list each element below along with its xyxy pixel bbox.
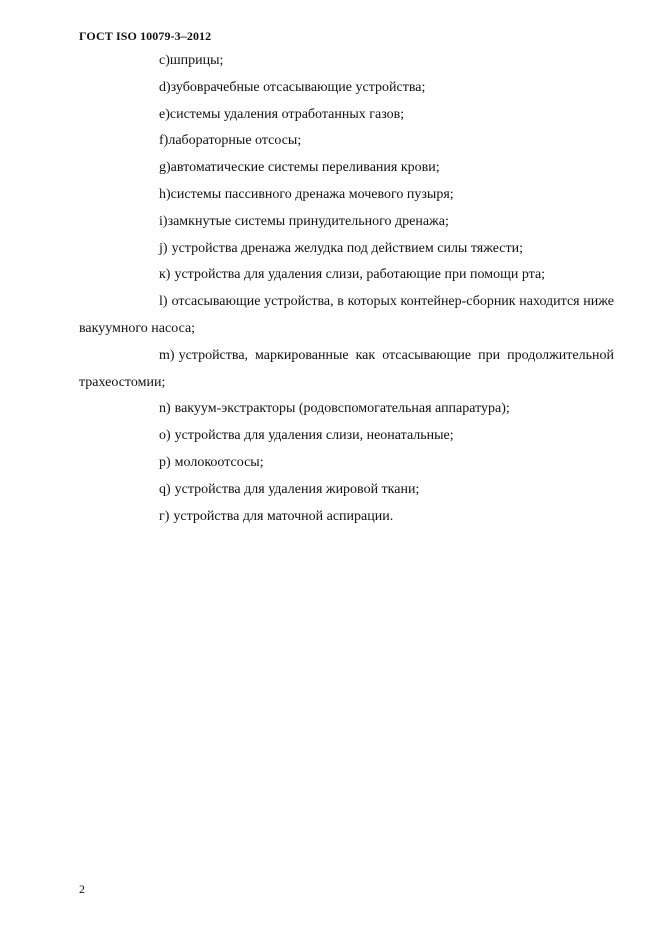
list-item-text: устройства дренажа желудка под действием силы тяжести; [171, 240, 523, 256]
list-item-marker: i) [159, 213, 168, 229]
list-item-marker: c) [159, 53, 170, 68]
list-item-marker: г) [159, 508, 170, 524]
list-item [79, 182, 614, 209]
list-item [79, 102, 614, 129]
list-item-text: шприцы; [169, 53, 224, 68]
list-item-marker: o) [159, 428, 171, 444]
exclusion-list [79, 48, 614, 530]
list-item-text: отсасывающие устройства, в которых контейнер-сборник находится ниже вакуумного насоса; [79, 294, 614, 336]
list-item-marker: g) [159, 160, 171, 176]
list-item-marker: n) [159, 401, 171, 417]
list-item [79, 155, 614, 182]
list-item-marker: p) [159, 454, 171, 470]
list-item [79, 75, 614, 102]
list-item [79, 504, 614, 531]
list-item-text: вакуум-экстракторы (родовспомогательная аппаратура); [174, 401, 510, 417]
list-item-marker: к) [159, 267, 171, 283]
list-item-marker: m) [159, 347, 175, 363]
page-number: 2 [79, 882, 85, 896]
list-item-marker: f) [159, 133, 169, 149]
list-item-text: системы удаления отработанных газов; [169, 106, 405, 122]
list-item [79, 289, 614, 343]
standard-code-header: ГОСТ ISO 10079-3–2012 [79, 29, 212, 43]
list-item [79, 262, 614, 289]
list-item-marker: h) [159, 186, 171, 202]
list-item-text: молокоотсосы; [174, 454, 264, 470]
list-item [79, 477, 614, 504]
list-item [79, 396, 614, 423]
list-item-marker: e) [159, 106, 170, 122]
list-item [79, 423, 614, 450]
list-item-text: устройства для удаления слизи, работающие при помощи рта; [174, 267, 546, 283]
list-item-text: устройства, маркированные как отсасывающие при продолжительной трахеостомии; [79, 347, 614, 390]
list-item-text: устройства для маточной аспирации. [173, 508, 394, 524]
list-item-text: лабораторные отсосы; [168, 133, 302, 149]
list-item-marker: d) [159, 79, 171, 95]
list-item-text: устройства для удаления жировой ткани; [174, 481, 420, 497]
list-item-text: системы пассивного дренажа мочевого пузыря; [170, 186, 454, 202]
list-item [79, 209, 614, 236]
list-item [79, 128, 614, 155]
list-item [79, 343, 614, 397]
list-item-marker: l) [159, 294, 168, 310]
list-item-text: замкнутые системы принудительного дренажа; [167, 213, 449, 229]
list-item-marker: j) [159, 240, 168, 256]
list-item-text: устройства для удаления слизи, неонатальные; [174, 428, 454, 444]
list-item [79, 450, 614, 477]
list-item-marker: q) [159, 481, 171, 497]
list-item [79, 48, 614, 75]
list-item-text: автоматические системы переливания крови; [170, 160, 440, 176]
list-item-text: зубоврачебные отсасывающие устройства; [170, 79, 426, 95]
list-item [79, 236, 614, 263]
